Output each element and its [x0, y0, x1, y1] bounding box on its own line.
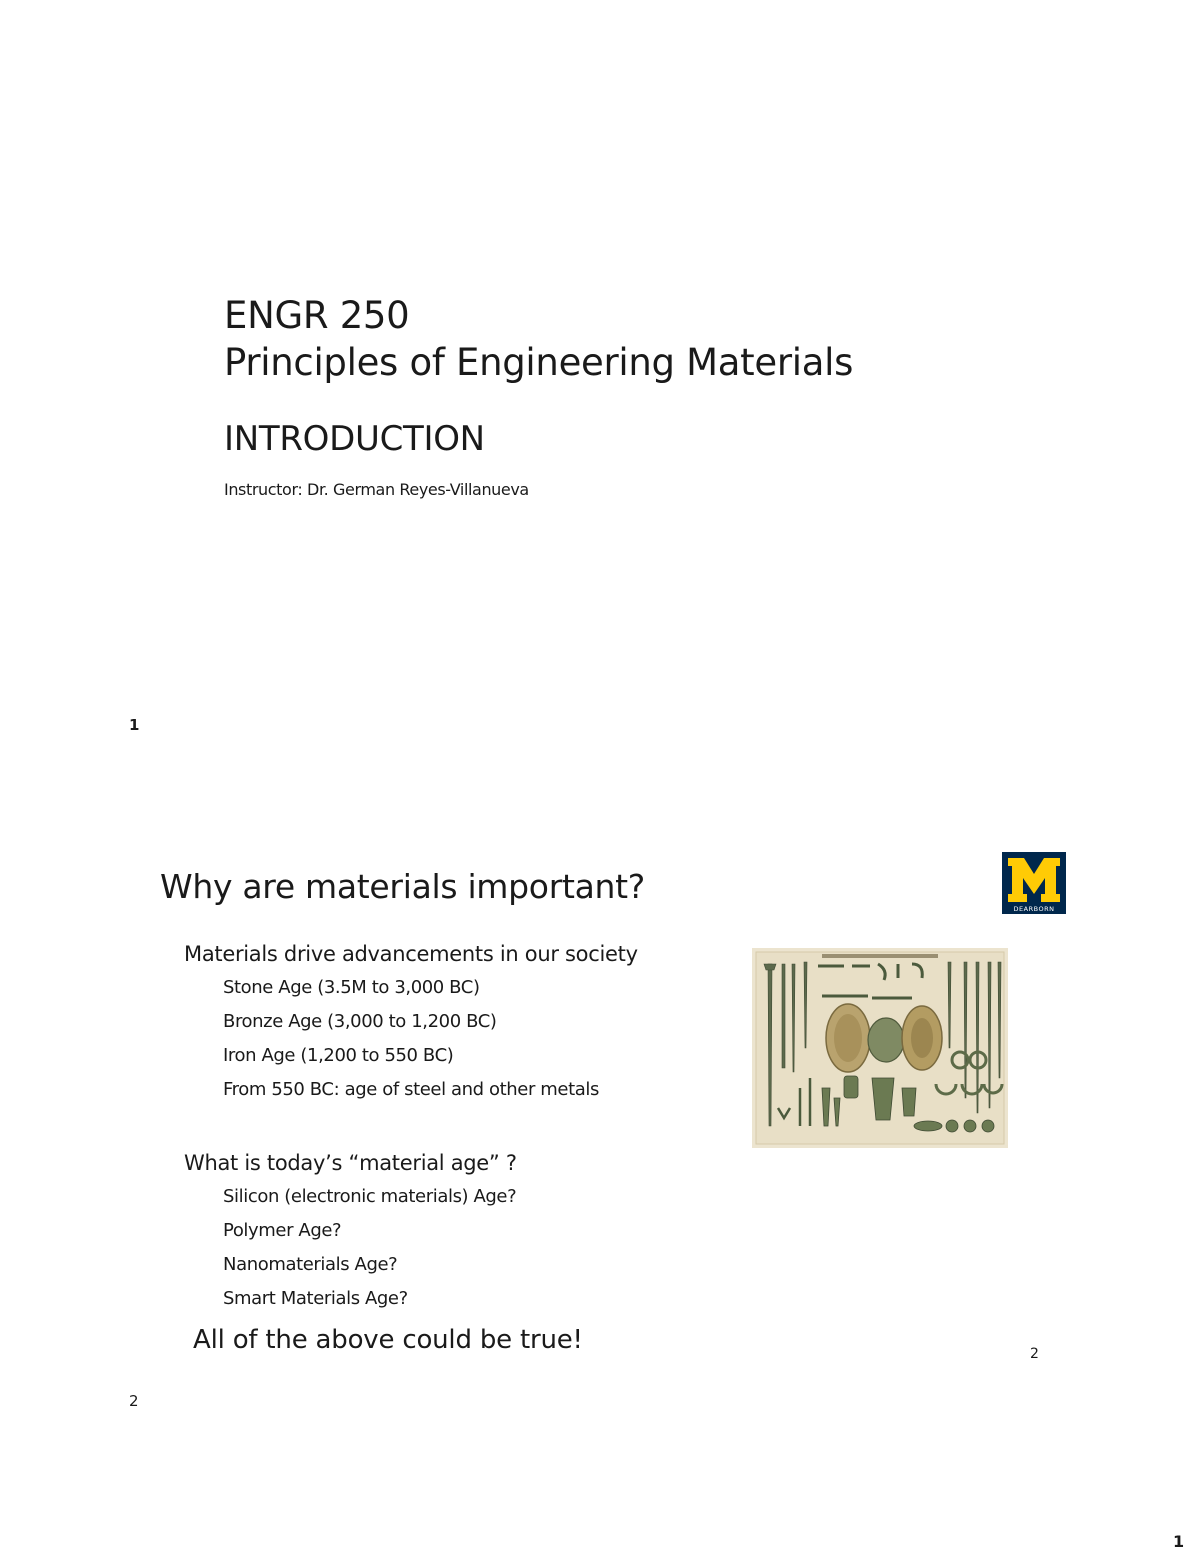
slide-title — [224, 292, 853, 386]
list-item: Stone Age (3.5M to 3,000 BC) — [223, 977, 480, 998]
list-heading: Materials drive advancements in our society — [184, 942, 638, 966]
instructor-line: Instructor: Dr. German Reyes-Villanueva — [224, 480, 529, 499]
slide-number: 2 — [129, 1392, 139, 1410]
materials-ages-list — [184, 937, 638, 1107]
list-item: Iron Age (1,200 to 550 BC) — [223, 1045, 454, 1066]
bronze-age-artifacts-image — [752, 948, 1008, 1148]
slide-number-inner: 2 — [1030, 1346, 1039, 1362]
list-item: From 550 BC: age of steel and other metals — [223, 1079, 599, 1100]
list-item: Silicon (electronic materials) Age? — [223, 1186, 517, 1207]
slide-number: 1 — [129, 716, 140, 734]
list-item: Smart Materials Age? — [223, 1288, 408, 1309]
slide-subtitle: INTRODUCTION — [224, 419, 485, 459]
slide-heading: Why are materials important? — [160, 867, 645, 906]
university-logo — [1002, 852, 1066, 914]
page-number: 1 — [1173, 1532, 1185, 1551]
logo-wordmark: DEARBORN — [1013, 905, 1055, 913]
list-item: Bronze Age (3,000 to 1,200 BC) — [223, 1011, 497, 1032]
list-heading: What is today’s “material age” ? — [184, 1151, 517, 1175]
course-name: Principles of Engineering Materials — [224, 341, 854, 384]
conclusion-text: All of the above could be true! — [193, 1325, 583, 1355]
list-item: Nanomaterials Age? — [223, 1254, 398, 1275]
material-age-questions-list — [184, 1146, 517, 1316]
list-item: Polymer Age? — [223, 1220, 342, 1241]
course-code: ENGR 250 — [224, 294, 410, 337]
